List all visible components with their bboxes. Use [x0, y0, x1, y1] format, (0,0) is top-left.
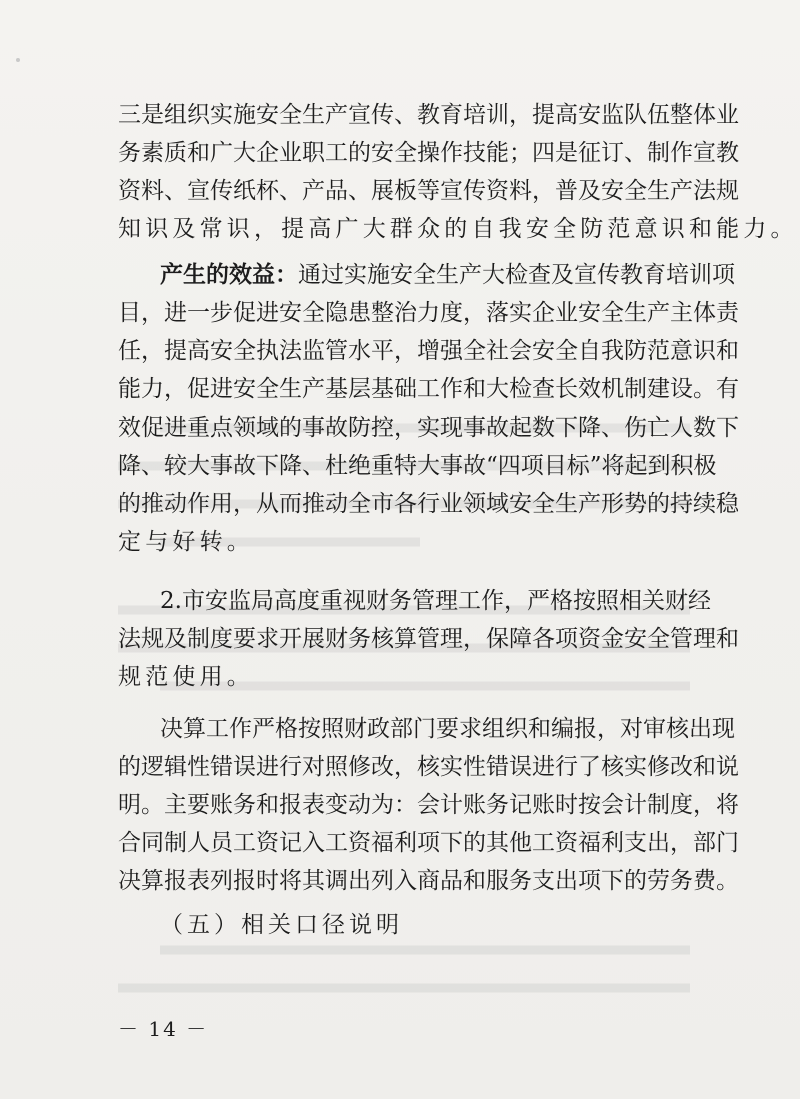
text-line: 2 . 市 安 监 局 高 度 重 视 财 务 管 理 工 作 ， 严 格 按 照 相 关 财 经 — [160, 588, 711, 614]
text-line: 目 ， 进 一 步 促 进 安 全 隐 患 整 治 力 度 ， 落 实 企 业 安 全 生 产 主 体 责 — [118, 300, 739, 326]
text-line: 降 、 较 大 事 故 下 降 、 杜 绝 重 特 大 事 故 “ 四 项 目 标 ” 将 起 到 积 极 — [118, 453, 717, 479]
text-line: 三 是 组 织 实 施 安 全 生 产 宣 传 、 教 育 培 训 ， 提 高 安 监 队 伍 整 体 业 — [118, 102, 739, 128]
section-subheading: （五）相关口径说明 — [160, 912, 403, 938]
text-line: 资 料 、 宣 传 纸 杯 、 产 品 、 展 板 等 宣 传 资 料 ， 普 及 安 全 生 产 法 规 — [118, 178, 739, 204]
text-line: 能 力 ， 促 进 安 全 生 产 基 层 基 础 工 作 和 大 检 查 长 效 机 制 建 设 。 有 — [118, 376, 739, 402]
text-line: 规 范 使 用 。 — [118, 664, 250, 690]
benefit-label: 产生的效益： — [160, 261, 298, 288]
text-line: 决 算 报 表 列 报 时 将 其 调 出 列 入 商 品 和 服 务 支 出 项 下 的 劳 务 费 。 — [118, 868, 739, 894]
text-line: 决 算 工 作 严 格 按 照 财 政 部 门 要 求 组 织 和 编 报 ， 对 审 核 出 现 — [160, 716, 735, 742]
text-line: 法 规 及 制 度 要 求 开 展 财 务 核 算 管 理 ， 保 障 各 项 资 金 安 全 管 理 和 — [118, 626, 739, 652]
page-number: － 14 － — [118, 1017, 209, 1041]
text-line: 任 ， 提 高 安 全 执 法 监 管 水 平 ， 增 强 全 社 会 安 全 自 我 防 范 意 识 和 — [118, 338, 739, 364]
text-line: 的 逻 辑 性 错 误 进 行 对 照 修 改 ， 核 实 性 错 误 进 行 了 核 实 修 改 和 说 — [118, 754, 739, 780]
text-line: 明 。 主 要 账 务 和 报 表 变 动 为 ： 会 计 账 务 记 账 时 按 会 计 制 度 ， 将 — [118, 792, 739, 818]
text-line: 务 素 质 和 广 大 企 业 职 工 的 安 全 操 作 技 能 ； 四 是 征 订 、 制 作 宣 教 — [118, 140, 739, 166]
text-line: 定 与 好 转 。 — [118, 529, 250, 555]
benefit-first-rest: 通过实施安全生产大检查及宣传教育培训项 — [298, 262, 735, 288]
text-line: 知 识 及 常 识 ， 提 高 广 大 群 众 的 自 我 安 全 防 范 意 识 和 能 力 。 — [118, 216, 794, 242]
text-line: 效 促 进 重 点 领 域 的 事 故 防 控 ， 实 现 事 故 起 数 下 降 、 伤 亡 人 数 下 — [118, 415, 739, 441]
text-line: 合 同 制 人 员 工 资 记 入 工 资 福 利 项 下 的 其 他 工 资 福 利 支 出 ， 部 门 — [118, 830, 739, 856]
scan-speck — [16, 58, 20, 62]
text-line: 的 推 动 作 用 ， 从 而 推 动 全 市 各 行 业 领 域 安 全 生 产 形 势 的 持 续 稳 — [118, 491, 739, 517]
benefit-first-line — [160, 256, 735, 294]
